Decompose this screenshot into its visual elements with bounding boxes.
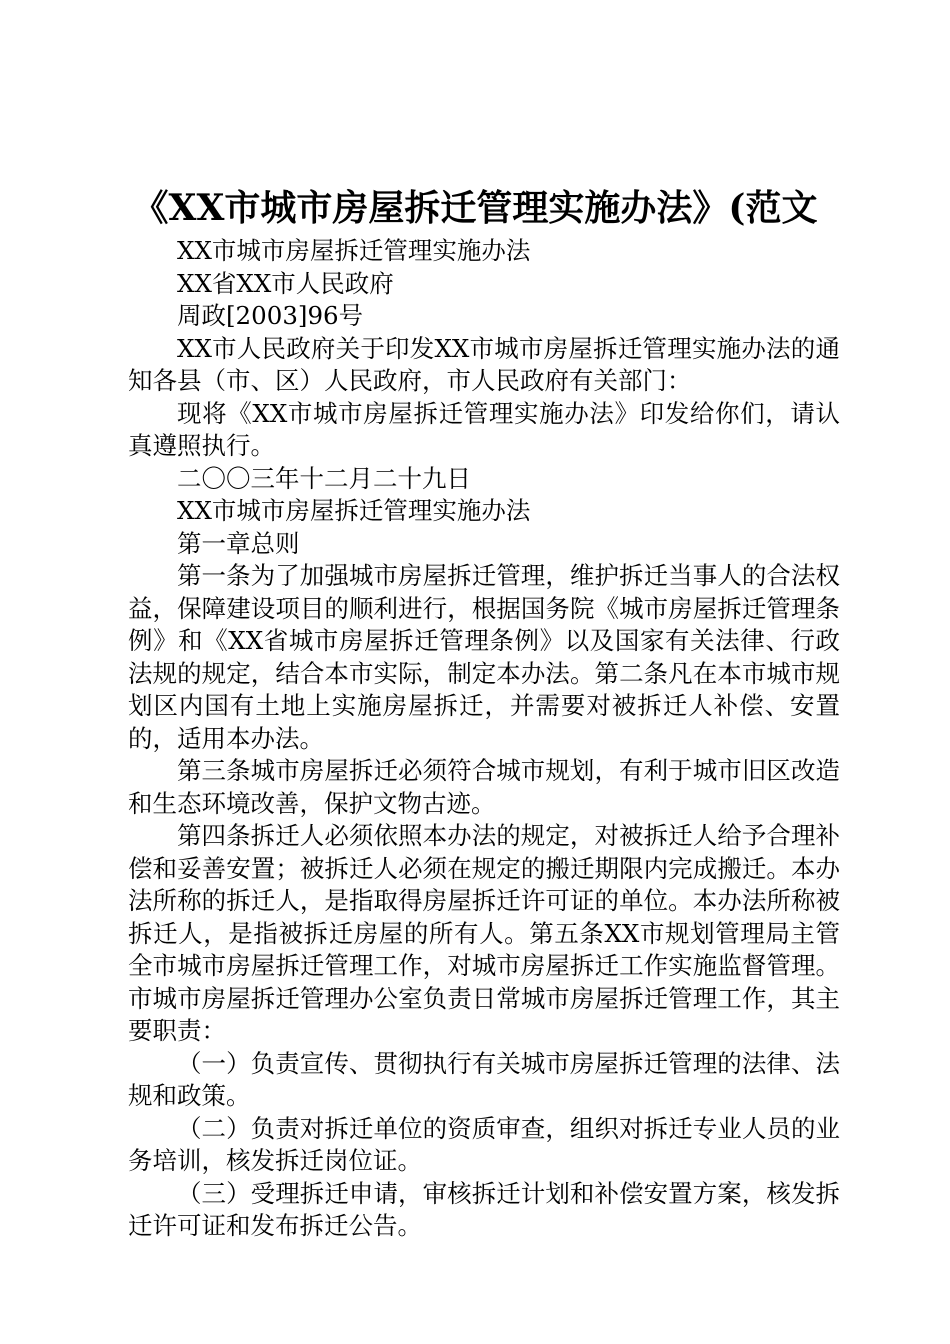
paragraph: 二〇〇三年十二月二十九日	[177, 463, 471, 493]
paragraph: 第三条城市房屋拆迁必须符合城市规划，有利于城市旧区改造和生态环境改善，保护文物古迹。	[128, 756, 840, 818]
document-title: 《XX市城市房屋拆迁管理实施办法》(范文	[132, 187, 818, 229]
paragraph: （一）负责宣传、贯彻执行有关城市房屋拆迁管理的法律、法规和政策。	[128, 1048, 840, 1110]
document-body	[128, 235, 840, 1243]
paragraph: 周政[2003]96号	[177, 301, 364, 330]
paragraph: XX市人民政府关于印发XX市城市房屋拆迁管理实施办法的通知各县（市、区）人民政府，市人民政府有关部门：	[128, 333, 840, 395]
paragraph: （三）受理拆迁申请，审核拆迁计划和补偿安置方案，核发拆迁许可证和发布拆迁公告。	[128, 1178, 840, 1240]
paragraph: 第四条拆迁人必须依照本办法的规定，对被拆迁人给予合理补偿和妥善安置；被拆迁人必须在规定的搬迁期限内完成搬迁。本办法所称的拆迁人，是指取得房屋拆迁许可证的单位。本办法所称被拆迁人，是指被拆迁房屋的所有人。第五条XX市规划管理局主管全市城市房屋拆迁管理工作，对城市房屋拆迁工作实施监督管理。市城市房屋拆迁管理办公室负责日常城市房屋拆迁管理工作，其主要职责：	[128, 821, 840, 1045]
paragraph: XX省XX市人民政府	[177, 268, 394, 298]
paragraph: 现将《XX市城市房屋拆迁管理实施办法》印发给你们，请认真遵照执行。	[128, 398, 840, 460]
paragraph: 第一章总则	[177, 528, 300, 558]
paragraph: XX市城市房屋拆迁管理实施办法	[177, 496, 531, 525]
paragraph: XX市城市房屋拆迁管理实施办法	[177, 236, 531, 265]
paragraph: （二）负责对拆迁单位的资质审查，组织对拆迁专业人员的业务培训，核发拆迁岗位证。	[128, 1113, 840, 1175]
paragraph: 第一条为了加强城市房屋拆迁管理，维护拆迁当事人的合法权益，保障建设项目的顺利进行，根据国务院《城市房屋拆迁管理条例》和《XX省城市房屋拆迁管理条例》以及国家有关法律、行政法规的规定，结合本市实际，制定本办法。第二条凡在本市城市规划区内国有土地上实施房屋拆迁，并需要对被拆迁人补偿、安置的，适用本办法。	[128, 561, 840, 753]
